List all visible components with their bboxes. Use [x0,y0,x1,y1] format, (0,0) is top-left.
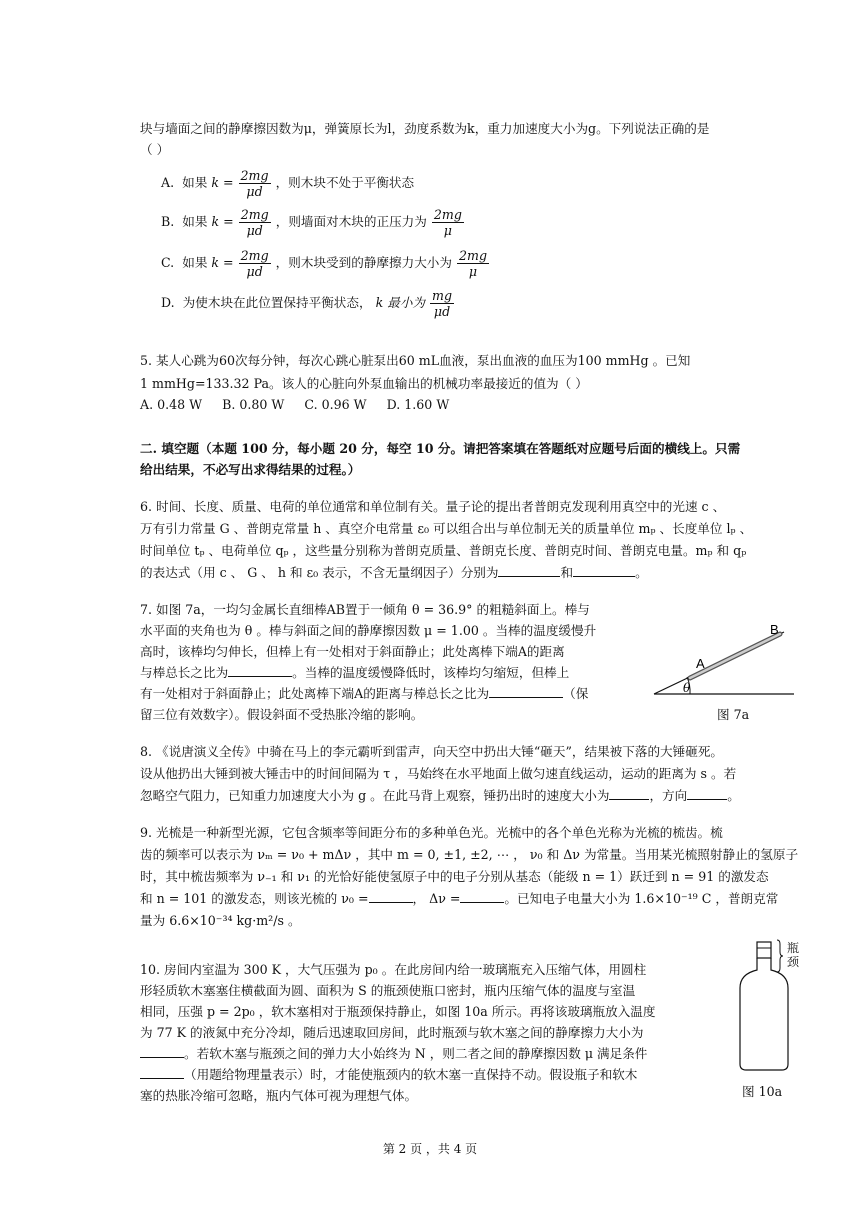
q8-answer-blank-2[interactable] [687,787,727,800]
q10-text: 。若软木塞与瓶颈之间的弹力大小始终为 N ，则二者之间的静摩擦因数 μ 满足条件 [184,1046,648,1061]
q7-text: 。当棒的温度缓慢降低时，该棒均匀缩短，但棒上 [292,665,570,680]
q8-line2: 设从他扔出大锤到被大锤击中的时间间隔为 τ ，马始终在水平地面上做匀速直线运动，运动的距离为 s 。若 [140,766,737,781]
q9-text: 和 n = 101 的激发态，则该光梳的 ν₀ = [140,891,369,906]
fraction: $\frac{2mg}{\mu d}$ [240,168,269,199]
option-var: k = [211,255,234,270]
q6-line1: 6. 时间、长度、质量、电荷的单位通常和单位制有关。量子论的提出者普朗克发现利用真空中的光速 c 、 [140,499,726,514]
q9-line3: 时，其中梳齿频率为 ν₋₁ 和 ν₁ 的光恰好能使氢原子中的电子分别从基态（能级 n = 1）跃迁到 n = 91 的激发态 [140,869,769,884]
q8-line3 [140,787,740,805]
fraction: $\frac{2mg}{\mu d}$ [240,248,269,279]
q4-option-d[interactable] [161,288,455,319]
section2-heading-line1: 二. 填空题（本题 100 分，每小题 20 分，每空 10 分。请把答案填在答题纸对应题号后面的横线上。只需 [140,441,741,456]
q5-line1: 5. 某人心跳为60次每分钟，每次心跳心脏泵出60 mL血液，泵出血液的血压为100 mmHg 。已知 [140,353,691,368]
fraction: $\frac{2mg}{\mu}$ [433,207,462,238]
figure-7a-caption: 图 7a [717,707,750,722]
q10-line2: 形轻质软木塞塞住横截面为圆、面积为 S 的瓶颈使瓶口密封，瓶内压缩气体的温度与室温 [140,983,636,998]
q5-choice-a[interactable]: A. 0.48 W [140,397,203,412]
q5-choices [140,396,449,414]
q9-text: ， Δν = [412,891,461,906]
q7-answer-blank-1[interactable] [228,664,292,677]
q6-line3: 时间单位 tₚ 、电荷单位 qₚ ，这些量分别称为普朗克质量、普朗克长度、普朗克时间、普朗克电量。mₚ 和 qₚ [140,543,747,558]
q10-line5 [140,1045,647,1063]
q8-answer-blank-1[interactable] [609,787,649,800]
q10-answer-blank-1[interactable] [140,1045,184,1058]
q7-text: 有一处相对于斜面静止；此处离棒下端A的距离与棒总长之比为 [140,686,490,701]
q6-text: 和 [560,565,574,580]
q4-option-b[interactable] [161,207,465,238]
fraction: $\frac{mg}{\mu d}$ [432,288,453,319]
q5-choice-c[interactable]: C. 0.96 W [304,397,367,412]
q7-text: （保 [563,686,589,701]
label-b: B [770,622,779,637]
q6-text: 的表达式（用 c 、 G 、 h 和 ε₀ 表示，不含无量纲因子）分别为 [140,565,499,580]
q10-line4: 为 77 K 的液氮中充分冷却，随后迅速取回房间，此时瓶颈与软木塞之间的静摩擦力大小为 [140,1025,644,1040]
q9-line4 [140,890,778,908]
q5-line2: 1 mmHg=133.32 Pa。该人的心脏向外泵血输出的机械功率最接近的值为（ ） [140,376,588,391]
q10-line1: 10. 房间内室温为 300 K ，大气压强为 p₀ 。在此房间内给一玻璃瓶充入压缩气体，用圆柱 [140,962,647,977]
q7-line6: 留三位有效数字）。假设斜面不受热胀冷缩的影响。 [140,707,424,722]
q6-answer-blank-2[interactable] [573,564,635,577]
option-text: ，则木块受到的静摩擦力大小为 [275,255,452,270]
q7-text: 与棒总长之比为 [140,665,229,680]
label-bottle-neck: 瓶颈 [786,941,799,969]
q10-line6 [140,1066,637,1084]
q10-text: （用题给物理量表示）时，才能使瓶颈内的软木塞一直保持不动。假设瓶子和软木 [184,1067,638,1082]
q4-stem-line2: （ ） [140,142,170,157]
figure-10a-caption: 图 10a [742,1084,783,1099]
option-text: 如果 [182,214,208,229]
option-var: k = [211,175,234,190]
q6-line2: 万有引力常量 G 、普朗克常量 h 、真空介电常量 ε₀ 可以组合出与单位制无关的质量单位 mₚ 、长度单位 lₚ 、 [140,521,753,536]
q6-line4 [140,564,648,582]
q4-option-c[interactable] [161,248,490,279]
option-text: ，则墙面对木块的正压力为 [275,214,427,229]
option-text: ，则木块不处于平衡状态 [275,175,415,190]
option-text: 如果 [182,255,208,270]
option-letter: A. [161,175,175,190]
option-letter: D. [161,295,175,310]
label-a: A [696,656,705,671]
q4-option-a[interactable] [161,168,414,199]
q9-line2: 齿的频率可以表示为 νₘ = ν₀ + mΔν ，其中 m = 0, ±1, ±2, ⋯ ， ν₀ 和 Δν 为常量。当用某光梳照射静止的氢原子 [140,847,799,862]
q9-answer-blank-1[interactable] [369,890,413,903]
q7-line2: 水平面的夹角也为 θ 。棒与斜面之间的静摩擦因数 μ = 1.00 。当棒的温度缓慢升 [140,623,597,638]
q7-line1: 7. 如图 7a，一均匀金属长直细棒AB置于一倾角 θ = 36.9° 的粗糙斜面上。棒与 [140,602,590,617]
q4-stem-line1: 块与墙面之间的静摩擦因数为μ，弹簧原长为l，劲度系数为k，重力加速度大小为g。下列说法正确的是 [140,121,710,136]
q8-text: 。 [727,788,740,803]
figure-7a-incline-diagram [650,612,810,707]
q9-line5: 量为 6.6×10⁻³⁴ kg·m²/s 。 [140,913,301,928]
q10-answer-blank-2[interactable] [140,1066,184,1079]
q8-line1: 8. 《说唐演义全传》中骑在马上的李元霸听到雷声，向天空中扔出大锤“砸天”，结果被下落的大锤砸死。 [140,744,724,759]
option-var: k = [211,214,234,229]
option-var: k 最小为 [375,295,426,310]
q7-line5 [140,685,588,703]
q8-text: ，方向 [649,788,688,803]
q6-answer-blank-1[interactable] [498,564,560,577]
option-text: 为使木块在此位置保持平衡状态， [182,295,372,310]
option-text: 如果 [182,175,208,190]
q7-answer-blank-2[interactable] [489,685,563,698]
q10-line3: 相同，压强 p = 2p₀ ，软木塞相对于瓶颈保持静止，如图 10a 所示。再将该玻璃瓶放入温度 [140,1004,656,1019]
option-letter: C. [161,255,175,270]
q7-line3: 高时，该棒均匀伸长，但棒上有一处相对于斜面静止；此处离棒下端A的距离 [140,644,565,659]
q7-line4 [140,664,569,682]
q9-text: 。已知电子电量大小为 1.6×10⁻¹⁹ C ，普朗克常 [504,891,779,906]
q6-text: 。 [635,565,648,580]
option-letter: B. [161,214,175,229]
section2-heading-line2: 给出结果，不必写出求得结果的过程。） [140,462,361,477]
q9-answer-blank-2[interactable] [460,890,504,903]
fraction: $\frac{2mg}{\mu d}$ [240,207,269,238]
page-footer: 第 2 页 ，共 4 页 [382,1142,478,1156]
q9-line1: 9. 光梳是一种新型光源，它包含频率等间距分布的多种单色光。光梳中的各个单色光称为光梳的梳齿。梳 [140,825,723,840]
label-theta: θ [683,681,691,695]
fraction: $\frac{2mg}{\mu}$ [459,248,488,279]
q8-text: 忽略空气阻力，已知重力加速度大小为 g 。在此马背上观察，锤扔出时的速度大小为 [140,788,610,803]
q5-choice-b[interactable]: B. 0.80 W [222,397,285,412]
q5-choice-d[interactable]: D. 1.60 W [386,397,450,412]
q10-line7: 塞的热胀冷缩可忽略，瓶内气体可视为理想气体。 [140,1088,418,1103]
